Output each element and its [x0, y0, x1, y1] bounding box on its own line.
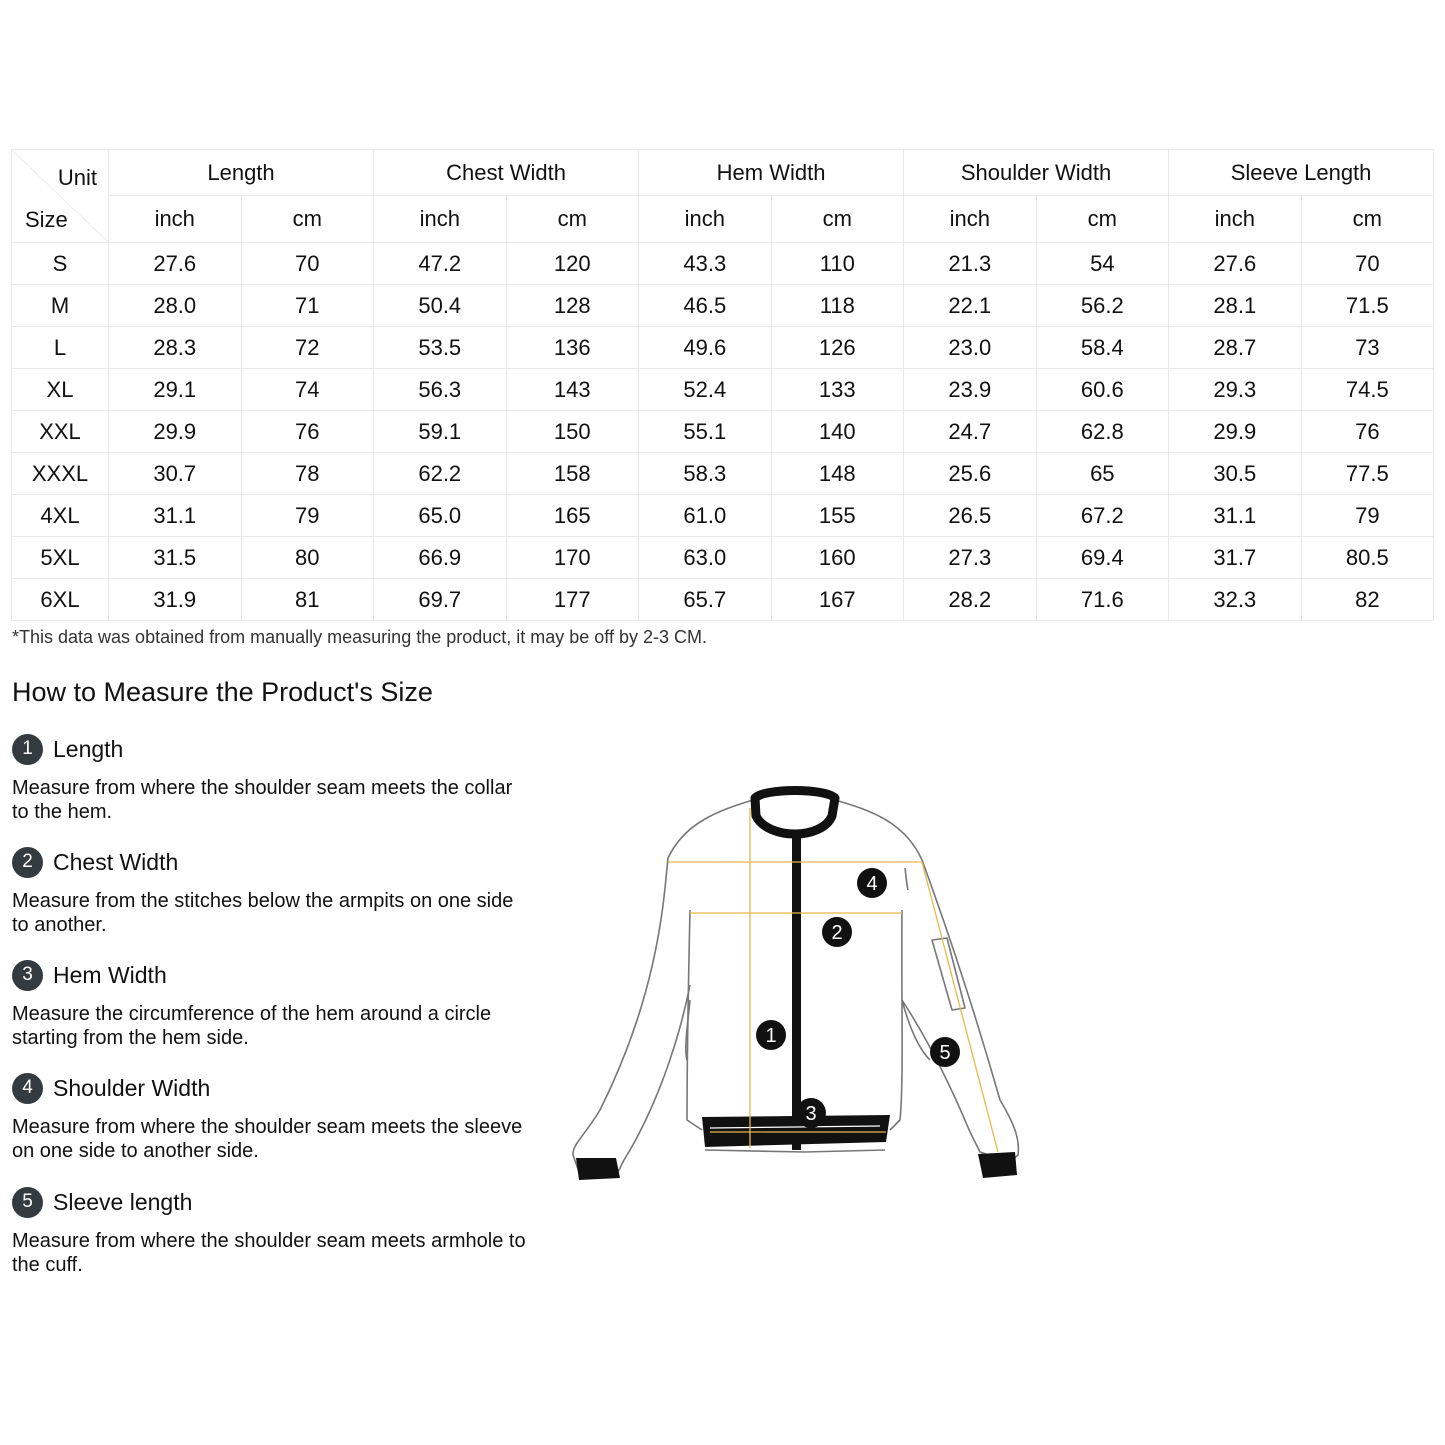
- size-header: Size: [25, 207, 68, 232]
- table-cell: 65.7: [639, 579, 772, 621]
- table-cell: 53.5: [374, 327, 507, 369]
- table-cell: 22.1: [904, 285, 1037, 327]
- marker-1: [756, 1020, 786, 1050]
- size-label-cell: XXL: [12, 411, 109, 453]
- group-header-shoulder-width: Shoulder Width: [904, 150, 1169, 196]
- step-number-badge: 1: [12, 734, 43, 765]
- table-cell: 31.9: [109, 579, 242, 621]
- table-cell: 63.0: [639, 537, 772, 579]
- step-sleeve-length: [12, 1186, 532, 1277]
- size-label-cell: 5XL: [12, 537, 109, 579]
- table-cell: 23.0: [904, 327, 1037, 369]
- table-cell: 148: [771, 453, 904, 495]
- table-cell: 143: [506, 369, 639, 411]
- unit-inch: inch: [639, 196, 772, 243]
- marker-3: [796, 1098, 826, 1128]
- table-cell: 73: [1301, 327, 1434, 369]
- table-cell: 72: [241, 327, 374, 369]
- unit-cm: cm: [771, 196, 904, 243]
- table-cell: 66.9: [374, 537, 507, 579]
- table-cell: 43.3: [639, 243, 772, 285]
- table-cell: 27.3: [904, 537, 1037, 579]
- step-length: [12, 733, 532, 824]
- table-cell: 26.5: [904, 495, 1037, 537]
- unit-header: Unit: [57, 165, 97, 190]
- table-cell: 69.4: [1036, 537, 1169, 579]
- table-cell: 29.9: [1169, 411, 1302, 453]
- table-cell: 32.3: [1169, 579, 1302, 621]
- table-cell: 160: [771, 537, 904, 579]
- table-row: [12, 285, 1434, 327]
- size-rows: [12, 243, 1434, 621]
- group-header-sleeve-length: Sleeve Length: [1169, 150, 1434, 196]
- table-cell: 46.5: [639, 285, 772, 327]
- table-cell: 74.5: [1301, 369, 1434, 411]
- table-cell: 30.7: [109, 453, 242, 495]
- group-header-hem-width: Hem Width: [639, 150, 904, 196]
- table-cell: 71.6: [1036, 579, 1169, 621]
- table-cell: 28.7: [1169, 327, 1302, 369]
- table-cell: 120: [506, 243, 639, 285]
- table-cell: 21.3: [904, 243, 1037, 285]
- size-label-cell: 6XL: [12, 579, 109, 621]
- table-cell: 165: [506, 495, 639, 537]
- size-label-cell: XL: [12, 369, 109, 411]
- step-label: Chest Width: [53, 848, 179, 875]
- size-chart-table: [11, 149, 1434, 621]
- size-label-cell: M: [12, 285, 109, 327]
- marker-2-label: 2: [831, 922, 843, 944]
- table-cell: 110: [771, 243, 904, 285]
- unit-cm: cm: [1036, 196, 1169, 243]
- table-cell: 27.6: [109, 243, 242, 285]
- step-chest-width: [12, 846, 532, 937]
- table-cell: 167: [771, 579, 904, 621]
- table-cell: 155: [771, 495, 904, 537]
- right-cuff-shape: [978, 1152, 1017, 1178]
- table-cell: 28.0: [109, 285, 242, 327]
- marker-2: [822, 917, 852, 947]
- marker-3-label: 3: [805, 1103, 817, 1125]
- step-label: Hem Width: [53, 961, 167, 988]
- table-cell: 58.4: [1036, 327, 1169, 369]
- measurement-note: *This data was obtained from manually measuring the product, it may be off by 2-3 CM.: [12, 627, 708, 647]
- table-cell: 71.5: [1301, 285, 1434, 327]
- table-cell: 126: [771, 327, 904, 369]
- step-description: Measure from where the shoulder seam meets the sleeve on one side to another side.: [12, 1116, 523, 1162]
- group-header-chest-width: Chest Width: [374, 150, 639, 196]
- table-row: [12, 495, 1434, 537]
- zipper-shape: [792, 835, 801, 1150]
- table-cell: 67.2: [1036, 495, 1169, 537]
- table-cell: 52.4: [639, 369, 772, 411]
- table-cell: 158: [506, 453, 639, 495]
- table-cell: 81: [241, 579, 374, 621]
- left-cuff-shape: [576, 1158, 620, 1180]
- how-to-measure-title: How to Measure the Product's Size: [12, 677, 433, 707]
- unit-cm: cm: [506, 196, 639, 243]
- step-shoulder-width: [12, 1072, 532, 1163]
- table-cell: 59.1: [374, 411, 507, 453]
- table-cell: 54: [1036, 243, 1169, 285]
- table-cell: 76: [1301, 411, 1434, 453]
- group-header-length: Length: [109, 150, 374, 196]
- step-number-badge: 5: [12, 1187, 43, 1218]
- corner-cell: [12, 150, 109, 243]
- unit-header-row: [12, 196, 1434, 243]
- table-row: [12, 243, 1434, 285]
- table-cell: 58.3: [639, 453, 772, 495]
- table-cell: 28.2: [904, 579, 1037, 621]
- step-hem-width: [12, 959, 532, 1050]
- table-cell: 82: [1301, 579, 1434, 621]
- table-row: [12, 327, 1434, 369]
- marker-5-label: 5: [939, 1042, 951, 1064]
- table-cell: 27.6: [1169, 243, 1302, 285]
- table-header-row: [12, 150, 1434, 196]
- table-cell: 49.6: [639, 327, 772, 369]
- size-label-cell: XXXL: [12, 453, 109, 495]
- table-cell: 29.1: [109, 369, 242, 411]
- table-cell: 136: [506, 327, 639, 369]
- step-label: Shoulder Width: [53, 1074, 211, 1101]
- collar-shape: [755, 791, 835, 835]
- table-cell: 71: [241, 285, 374, 327]
- table-cell: 177: [506, 579, 639, 621]
- table-cell: 140: [771, 411, 904, 453]
- table-cell: 60.6: [1036, 369, 1169, 411]
- table-cell: 76: [241, 411, 374, 453]
- table-cell: 29.3: [1169, 369, 1302, 411]
- size-label-cell: 4XL: [12, 495, 109, 537]
- table-cell: 77.5: [1301, 453, 1434, 495]
- marker-1-label: 1: [765, 1025, 777, 1047]
- table-cell: 70: [1301, 243, 1434, 285]
- table-cell: 23.9: [904, 369, 1037, 411]
- table-cell: 170: [506, 537, 639, 579]
- table-row: [12, 369, 1434, 411]
- step-description: Measure the circumference of the hem around a circle starting from the hem side.: [12, 1003, 492, 1049]
- table-cell: 30.5: [1169, 453, 1302, 495]
- table-cell: 24.7: [904, 411, 1037, 453]
- table-cell: 29.9: [109, 411, 242, 453]
- table-row: [12, 537, 1434, 579]
- step-number-badge: 3: [12, 960, 43, 991]
- step-description: Measure from where the shoulder seam meets armhole to the cuff.: [12, 1230, 526, 1276]
- step-number-badge: 2: [12, 847, 43, 878]
- table-cell: 50.4: [374, 285, 507, 327]
- marker-4-label: 4: [866, 873, 878, 895]
- table-cell: 118: [771, 285, 904, 327]
- table-cell: 56.3: [374, 369, 507, 411]
- table-cell: 70: [241, 243, 374, 285]
- table-cell: 62.2: [374, 453, 507, 495]
- table-cell: 79: [1301, 495, 1434, 537]
- table-cell: 31.7: [1169, 537, 1302, 579]
- table-cell: 65.0: [374, 495, 507, 537]
- table-cell: 150: [506, 411, 639, 453]
- table-cell: 56.2: [1036, 285, 1169, 327]
- hem-band-shape: [702, 1115, 890, 1147]
- table-cell: 28.1: [1169, 285, 1302, 327]
- table-cell: 69.7: [374, 579, 507, 621]
- unit-inch: inch: [109, 196, 242, 243]
- table-cell: 55.1: [639, 411, 772, 453]
- table-cell: 80: [241, 537, 374, 579]
- table-cell: 31.1: [1169, 495, 1302, 537]
- table-row: [12, 579, 1434, 621]
- jacket-diagram: [560, 780, 1030, 1190]
- table-cell: 128: [506, 285, 639, 327]
- table-row: [12, 411, 1434, 453]
- step-label: Sleeve length: [53, 1188, 193, 1215]
- step-description: Measure from the stitches below the armpits on one side to another.: [12, 890, 514, 936]
- size-label-cell: S: [12, 243, 109, 285]
- table-cell: 79: [241, 495, 374, 537]
- table-cell: 31.1: [109, 495, 242, 537]
- step-label: Length: [53, 735, 124, 762]
- unit-cm: cm: [241, 196, 374, 243]
- marker-4: [857, 868, 887, 898]
- table-cell: 31.5: [109, 537, 242, 579]
- step-description: Measure from where the shoulder seam meets the collar to the hem.: [12, 777, 513, 823]
- table-cell: 28.3: [109, 327, 242, 369]
- unit-inch: inch: [904, 196, 1037, 243]
- step-number-badge: 4: [12, 1073, 43, 1104]
- table-cell: 62.8: [1036, 411, 1169, 453]
- table-cell: 25.6: [904, 453, 1037, 495]
- table-cell: 65: [1036, 453, 1169, 495]
- marker-5: [930, 1037, 960, 1067]
- table-cell: 61.0: [639, 495, 772, 537]
- table-cell: 133: [771, 369, 904, 411]
- table-row: [12, 453, 1434, 495]
- unit-cm: cm: [1301, 196, 1434, 243]
- table-cell: 74: [241, 369, 374, 411]
- unit-inch: inch: [374, 196, 507, 243]
- table-cell: 80.5: [1301, 537, 1434, 579]
- size-label-cell: L: [12, 327, 109, 369]
- table-cell: 47.2: [374, 243, 507, 285]
- table-cell: 78: [241, 453, 374, 495]
- unit-inch: inch: [1169, 196, 1302, 243]
